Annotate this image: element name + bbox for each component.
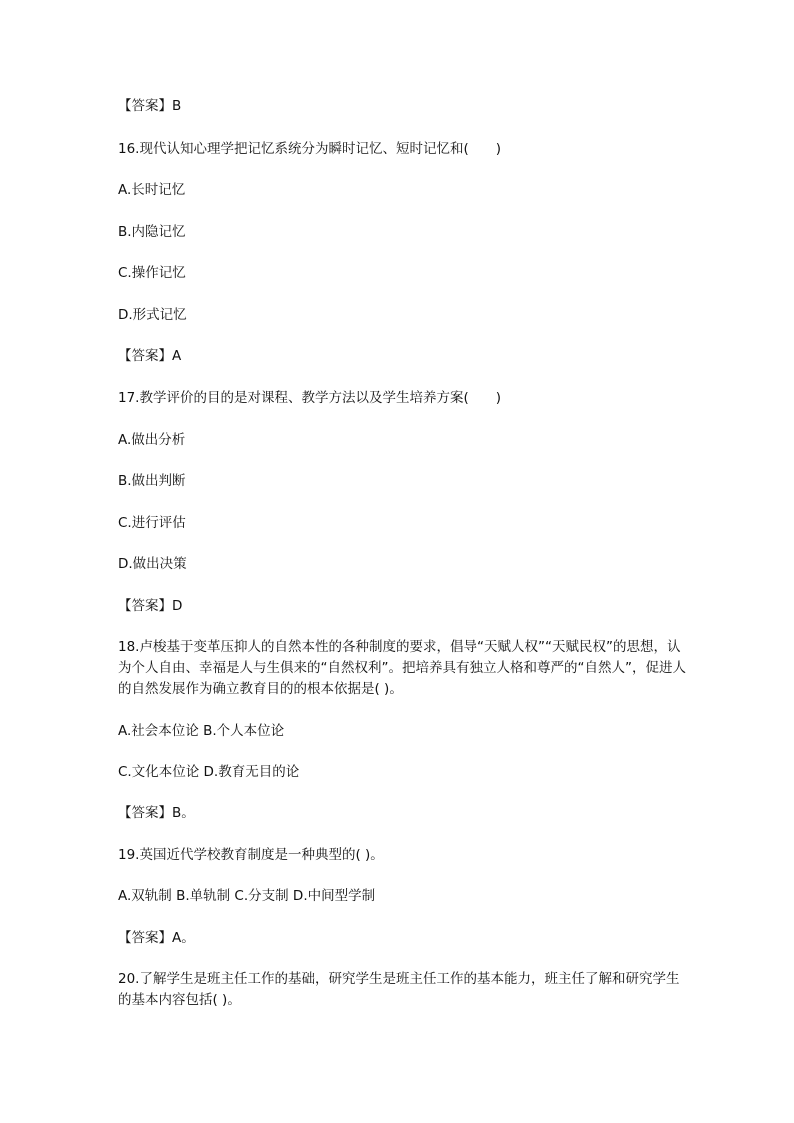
question-16-option-c: C.操作记忆 bbox=[118, 265, 186, 281]
answer-19: 【答案】A。 bbox=[118, 930, 195, 946]
question-18-options-cd: C.文化本位论 D.教育无目的论 bbox=[118, 764, 300, 780]
question-16: 16.现代认知心理学把记忆系统分为瞬时记忆、短时记忆和( ) bbox=[118, 141, 502, 157]
answer-17: 【答案】D bbox=[118, 598, 183, 614]
question-16-option-d: D.形式记忆 bbox=[118, 307, 187, 323]
question-16-option-a: A.长时记忆 bbox=[118, 182, 186, 198]
question-17-option-c: C.进行评估 bbox=[118, 515, 186, 531]
question-16-option-b: B.内隐记忆 bbox=[118, 224, 186, 240]
answer-16: 【答案】A bbox=[118, 348, 182, 364]
question-17: 17.教学评价的目的是对课程、教学方法以及学生培养方案( ) bbox=[118, 390, 502, 406]
question-19-options: A.双轨制 B.单轨制 C.分支制 D.中间型学制 bbox=[118, 888, 376, 904]
question-19: 19.英国近代学校教育制度是一种典型的( )。 bbox=[118, 847, 384, 863]
question-18: 18.卢梭基于变革压抑人的自然本性的各种制度的要求，倡导“天赋人权”“天赋民权”的思想，认为个人自由、幸福是人与生俱来的“自然权利”。把培养具有独立人格和尊严的“自然人”，促进人的自然发展作为确立教育目的的根本依据是( )。 bbox=[118, 639, 686, 697]
answer-18: 【答案】B。 bbox=[118, 805, 195, 821]
answer-15: 【答案】B bbox=[118, 98, 182, 114]
question-20: 20.了解学生是班主任工作的基础，研究学生是班主任工作的基本能力，班主任了解和研究学生的基本内容包括( )。 bbox=[118, 971, 680, 1008]
question-17-option-b: B.做出判断 bbox=[118, 473, 186, 489]
question-17-option-d: D.做出决策 bbox=[118, 556, 187, 572]
question-18-options-ab: A.社会本位论 B.个人本位论 bbox=[118, 723, 285, 739]
question-17-option-a: A.做出分析 bbox=[118, 432, 186, 448]
